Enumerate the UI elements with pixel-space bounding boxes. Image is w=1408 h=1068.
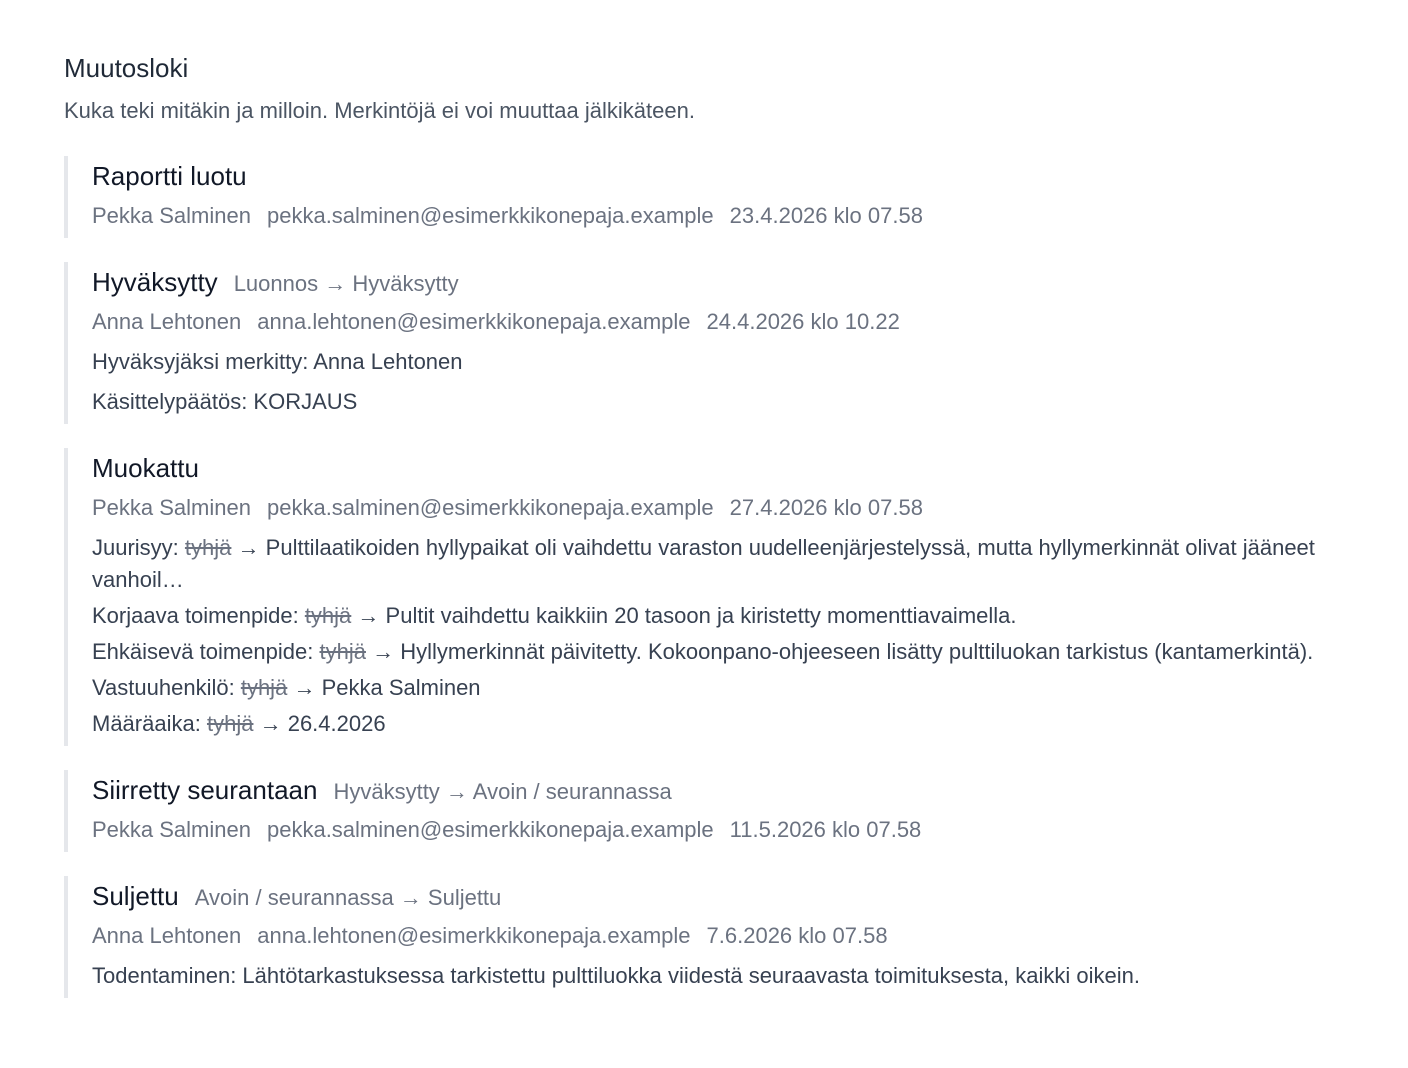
entry-meta — [92, 916, 1354, 956]
field-name: Juurisyy: — [92, 535, 179, 560]
entry-note: Todentaminen: Lähtötarkastuksessa tarkistettu pulttiluokka viidestä seuraavasta toimituksesta, kaikki oikein. — [92, 963, 1140, 988]
entry-title: Suljettu — [92, 881, 179, 911]
field-name: Määräaika: — [92, 711, 201, 736]
field-change — [92, 672, 1354, 704]
arrow-icon: → — [372, 639, 395, 664]
entry-time: 23.4.2026 klo 07.58 — [729, 203, 923, 228]
entry-time: 11.5.2026 klo 07.58 — [729, 817, 922, 842]
entry-meta — [92, 488, 1354, 528]
new-value: Pekka Salminen — [321, 675, 481, 700]
entry-status-transition: Hyväksytty → Avoin / seurannassa — [333, 779, 672, 804]
entry-note: Käsittelypäätös: KORJAUS — [92, 389, 358, 414]
entry-meta — [92, 196, 1354, 236]
entry-time: 27.4.2026 klo 07.58 — [729, 495, 923, 520]
field-name: Ehkäisevä toimenpide: — [92, 639, 314, 664]
entry-meta — [92, 302, 1354, 342]
log-entry — [64, 770, 1354, 852]
entry-note: Hyväksyjäksi merkitty: Anna Lehtonen — [92, 349, 463, 374]
entry-email: anna.lehtonen@esimerkkikonepaja.example — [257, 923, 691, 948]
page-title: Muutosloki — [64, 53, 189, 83]
page-subtitle: Kuka teki mitäkin ja milloin. Merkintöjä ei voi muuttaa jälkikäteen. — [64, 98, 695, 123]
field-name: Korjaava toimenpide: — [92, 603, 299, 628]
log-entry — [64, 448, 1354, 746]
log-entry — [64, 262, 1354, 424]
entry-email: pekka.salminen@esimerkkikonepaja.example — [266, 495, 714, 520]
entry-time: 24.4.2026 klo 10.22 — [706, 309, 900, 334]
field-change — [92, 636, 1354, 668]
entry-user: Pekka Salminen — [92, 817, 251, 842]
entry-email: pekka.salminen@esimerkkikonepaja.example — [266, 817, 714, 842]
entry-title: Hyväksytty — [92, 267, 218, 297]
entry-user: Pekka Salminen — [92, 203, 251, 228]
entry-user: Pekka Salminen — [92, 495, 251, 520]
log-entry — [64, 156, 1354, 238]
entry-header — [92, 878, 1354, 916]
arrow-icon: → — [237, 535, 260, 560]
log-entry — [64, 876, 1354, 998]
entry-title: Muokattu — [92, 453, 199, 483]
entry-header — [92, 450, 1354, 488]
arrow-icon: → — [357, 603, 380, 628]
old-value: tyhjä — [206, 711, 254, 736]
old-value: tyhjä — [304, 603, 352, 628]
entry-email: anna.lehtonen@esimerkkikonepaja.example — [257, 309, 691, 334]
entry-header — [92, 772, 1354, 810]
field-change — [92, 600, 1354, 632]
field-name: Vastuuhenkilö: — [92, 675, 235, 700]
change-log — [64, 50, 1354, 1022]
old-value: tyhjä — [240, 675, 288, 700]
log-entries — [64, 156, 1354, 998]
entry-title: Siirretty seurantaan — [92, 775, 318, 805]
new-value: Hyllymerkinnät päivitetty. Kokoonpano-ohjeeseen lisätty pulttiluokan tarkistus (kantamerkintä). — [400, 639, 1314, 664]
entry-status-transition: Luonnos → Hyväksytty — [233, 271, 459, 296]
entry-title: Raportti luotu — [92, 161, 247, 191]
field-change — [92, 532, 1354, 596]
entry-user: Anna Lehtonen — [92, 923, 242, 948]
arrow-icon: → — [259, 711, 282, 736]
field-change — [92, 708, 1354, 740]
entry-header — [92, 264, 1354, 302]
new-value: Pulttilaatikoiden hyllypaikat oli vaihdettu varaston uudelleenjärjestelyssä, mutta hyllymerkinnät olivat jääneet vanhoil… — [92, 535, 1315, 592]
entry-header — [92, 158, 1354, 196]
entry-user: Anna Lehtonen — [92, 309, 242, 334]
old-value: tyhjä — [184, 535, 232, 560]
arrow-icon: → — [293, 675, 316, 700]
entry-time: 7.6.2026 klo 07.58 — [706, 923, 888, 948]
entry-meta — [92, 810, 1354, 850]
old-value: tyhjä — [319, 639, 366, 664]
new-value: 26.4.2026 — [287, 711, 386, 736]
new-value: Pultit vaihdettu kaikkiin 20 tasoon ja kiristetty momenttiavaimella. — [385, 603, 1017, 628]
entry-status-transition: Avoin / seurannassa → Suljettu — [194, 885, 502, 910]
entry-email: pekka.salminen@esimerkkikonepaja.example — [266, 203, 714, 228]
